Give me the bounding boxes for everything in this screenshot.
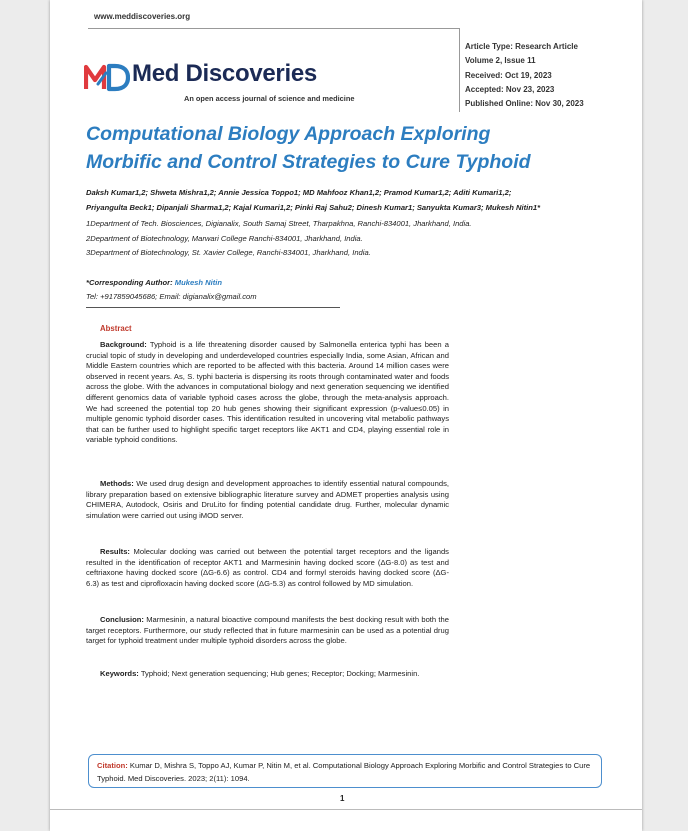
- affiliation-2: 2Department of Biotechnology, Marwari College Ranchi-834001, Jharkhand, India.: [86, 234, 363, 243]
- affiliation-1: 1Department of Tech. Biosciences, Digianalix, South Samaj Street, Tharpakhna, Ranchi-834001, Jharkhand, India.: [86, 219, 472, 228]
- corresponding-author: [86, 278, 222, 287]
- contact-info: Tel: +917859045686; Email: digianalix@gmail.com: [86, 292, 257, 301]
- background-text: Typhoid is a life threatening disorder caused by Salmonella enterica typhi has been a crucial topic of study in developing and underdeveloped countries especially India, some Asian, African and Middle Eastern countries which are reported to be affected with this bacteria. Around 14 million cases were observed in recent years. As, S. typhi bacteria is dispersing its roots through contaminated water and foods across the globe. With the advances in computational biology and next generation sequencing we identified different genomics data of variable typhoid cases across the globe, through the meta-analysis approach. We had screened the potential top 20 hub genes showing their significant expression (p-value≤0.05) in multiple genomic typhoid disorder cases. This identification resulted in uncovering vital metabolic pathways that can be further used to highlight specific target receptors like AKT1 and CD4, playing essential role in variable typhoid conditions.: [86, 340, 449, 445]
- title-line-1: Computational Biology Approach Exploring: [86, 123, 491, 145]
- affiliation-3: 3Department of Biotechnology, St. Xavier College, Ranchi-834001, Jharkhand, India.: [86, 248, 371, 257]
- results-label: Results:: [100, 547, 130, 556]
- corresponding-label: *Corresponding Author:: [86, 278, 173, 287]
- received-date: Received: Oct 19, 2023: [465, 70, 552, 80]
- published-date: Published Online: Nov 30, 2023: [465, 99, 584, 109]
- citation-box: [88, 754, 602, 788]
- journal-url[interactable]: www.meddiscoveries.org: [94, 12, 191, 21]
- results-text: Molecular docking was carried out between the potential target receptors and the ligands resulted in the identification of receptor AKT1 and Marmesinin having docked score (ΔG-8.0) as test and ceftriaxone having docked score (ΔG-6.6) as control. CD4 and formyl steroids having docked score (ΔG-6.3) as test and ciprofloxacin having docked score (ΔG-5.3) as control followed by MD simulation.: [86, 547, 449, 588]
- authors-line-2: Priyangulta Beck1; Dipanjali Sharma1,2; Kajal Kumari1,2; Pinki Raj Sahu2; Dinesh Kumar1; Sanyukta Kumar3; Mukesh Nitin1*: [86, 202, 541, 212]
- author-list: [86, 186, 606, 215]
- header-divider: [88, 28, 459, 29]
- corresponding-divider: [86, 307, 340, 308]
- abstract-heading: Abstract: [100, 324, 132, 333]
- page-number: 1: [340, 794, 345, 803]
- citation-text: Kumar D, Mishra S, Toppo AJ, Kumar P, Nitin M, et al. Computational Biology Approach Exploring Morbific and Control Strategies to Cure Typhoid. Med Discoveries. 2023; 2(11): 1094.: [97, 761, 591, 783]
- title-line-2: Morbific and Control Strategies to Cure Typhoid: [86, 151, 531, 173]
- corresponding-name[interactable]: Mukesh Nitin: [174, 278, 223, 287]
- conclusion-text: Marmesinin, a natural bioactive compound manifests the best docking result with both the target receptors. Furthermore, our study reflected that in future marmesinin can be used as a potential drug target for typhoid treatment under multiple typhoid disorders across the globe.: [86, 615, 449, 646]
- article-type: Article Type: Research Article: [465, 42, 578, 51]
- footer-divider: [50, 809, 642, 810]
- abstract-results: [86, 547, 449, 589]
- keywords-text: Typhoid; Next generation sequencing; Hub genes; Receptor; Docking; Marmesinin.: [140, 669, 420, 678]
- abstract-conclusion: [86, 615, 449, 647]
- journal-tagline: An open access journal of science and medicine: [184, 94, 355, 103]
- background-label: Background:: [100, 340, 147, 349]
- abstract-keywords: [86, 669, 449, 680]
- methods-text: We used drug design and development approaches to identify essential natural compounds, library preparation based on extensive bibliographic literature survey and ADMET properties analysis using CHIMERA, Autodock, Osiris and DruLito for finding potential candidate drug. Further, molecular dynamic simulation were carried out using iMOD server.: [86, 479, 449, 520]
- accepted-date: Accepted: Nov 23, 2023: [465, 84, 555, 94]
- journal-name: Med Discoveries: [132, 60, 317, 87]
- abstract-methods: [86, 479, 449, 521]
- journal-logo-icon: [84, 62, 130, 97]
- volume-issue: Volume 2, Issue 11: [465, 56, 536, 66]
- authors-line-1: Daksh Kumar1,2; Shweta Mishra1,2; Annie Jessica Toppo1; MD Mahfooz Khan1,2; Pramod Kumar1,2; Aditi Kumari1,2;: [86, 188, 512, 197]
- methods-label: Methods:: [100, 479, 134, 488]
- citation-label: Citation:: [97, 761, 128, 770]
- abstract-background: [86, 340, 449, 446]
- meta-divider: [459, 28, 460, 112]
- article-meta: [465, 40, 635, 111]
- article-title: [86, 120, 606, 176]
- conclusion-label: Conclusion:: [100, 615, 144, 624]
- paper-page: [50, 0, 642, 831]
- keywords-label: Keywords:: [100, 669, 139, 678]
